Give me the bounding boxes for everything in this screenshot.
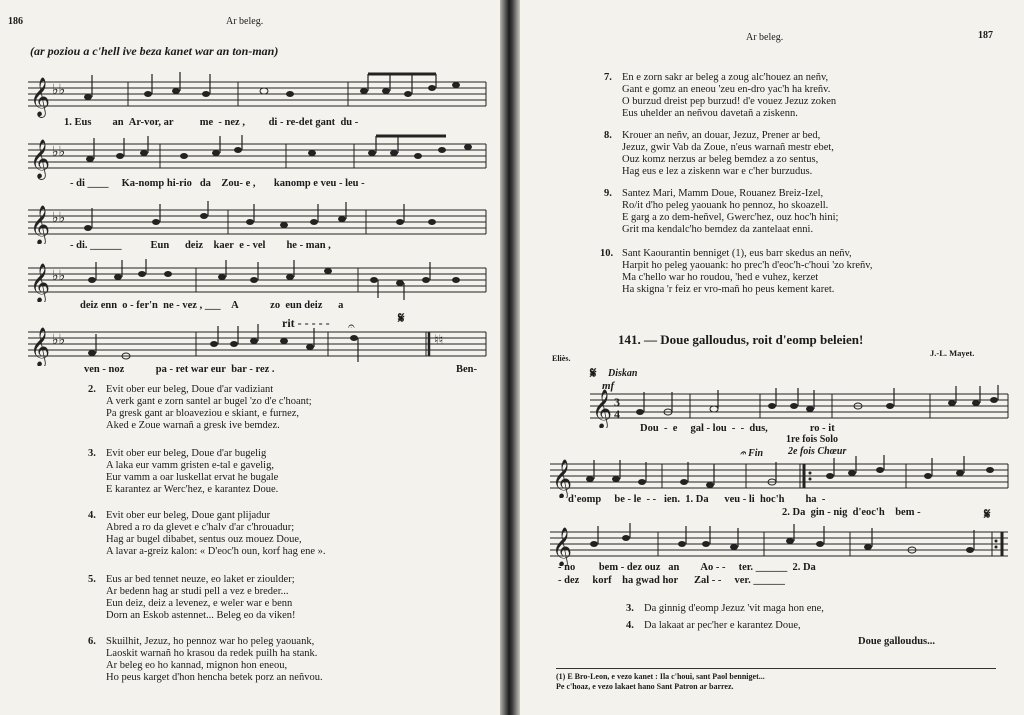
footnote: (1) E Bro-Leon, e vezo kanet : Ila c'houi, sant Paol benniget... Pe c'hoaz, e vezo lakaet hano Sant Patron ar barrez. [556, 672, 765, 691]
tempo-instruction: (ar poziou a c'hell ive beza kanet war an ton-man) [30, 44, 279, 58]
verse-9: Santez Mari, Mamm Doue, Rouanez Breiz-Izel, Ro/it d'ho peleg yaouank ho pennoz, ho skoazell. E garg a zo dem-heñvel, Gwerc'hez, ouz hoc'h hini; Grit ma kendalc'ho bemdez da zantelaat enni. [622, 188, 839, 235]
svg-text:3: 3 [614, 395, 620, 409]
svg-text:♭♭: ♭♭ [52, 211, 66, 226]
svg-text:♭♭: ♭♭ [52, 145, 66, 160]
verse-number: 8. [604, 130, 612, 141]
verse-3: Evit ober eur beleg, Doue d'ar bugelig A laka eur vamm gristen e-tal e gavelig, Eur vamm a oar luskellat ervat he bugale E karantez ar Werc'hez, e karantez Doue. [106, 448, 279, 495]
song-lyric-line-3b: - dez korf ha gwad hor Zal - - ver. ______ [558, 575, 785, 586]
verse-number: 4. [88, 510, 96, 521]
song-refrain-cue: Doue galloudus... [858, 636, 936, 647]
segno-sign: 𝄋 [398, 311, 405, 327]
running-head: Ar beleg. [746, 32, 784, 43]
song-verse-4: Da lakaat ar pec'her e karantez Doue, [644, 620, 801, 631]
verse-number: 2. [88, 384, 96, 395]
svg-text:𝄞: 𝄞 [592, 391, 613, 428]
verse-number: 3. [88, 448, 96, 459]
svg-text:𝄞: 𝄞 [30, 329, 51, 366]
lyric-continuation: Ben- [456, 364, 477, 375]
verse-7: En e zorn sakr ar beleg a zoug alc'houez an neñv, Gant e gomz an eneou 'zeu en-dro yac'h ha kreñv. O burzud dreist pep burzud! d'e vouez Jezuz zoken Eus uhelder an neñvou davetañ a ziskenn. [622, 72, 837, 119]
verse-number: 5. [88, 574, 96, 585]
choeur-marking: 2e fois Chœur [788, 446, 847, 457]
song-lyric-line-2b: 2. Da gin - nig d'eoc'h bem - [782, 507, 921, 518]
solo-marking: 1re fois Solo [786, 434, 839, 445]
fin-marking: 𝄐 Fin [740, 448, 764, 459]
segno-sign: 𝄋 [590, 366, 597, 382]
music-staff [550, 454, 1010, 498]
verse-number: 6. [88, 636, 96, 647]
verse-10: Sant Kaourantin benniget (1), eus barr skedus an neñv, Harpit ho peleg yaouank: ho prec'h d'eoc'h-c'houi 'zo kreñv, Ma c'hello war ho roudou, 'hed e vuhez, kerzet Ha skigna 'r feiz er vro-mañ ho peus kement karet. [622, 248, 873, 295]
verse-number: 7. [604, 72, 612, 83]
svg-text:𝄐: 𝄐 [348, 322, 355, 333]
song-lyric-line-3: - no bem - dez ouz an Ao - - ter. ______ 2. Da [558, 562, 816, 573]
svg-text:𝄞: 𝄞 [30, 141, 51, 178]
verse-2: Evit ober eur beleg, Doue d'ar vadiziant A verk gant e zorn santel ar bugel 'zo d'e c'hoant; Pa gresk gant ar bloaveziou e skiant, e furnez, Aked e Zoue warnañ a gresk ive bemdez. [106, 384, 312, 431]
dynamic-marking: mf [602, 380, 615, 392]
verse-8: Krouer an neñv, an douar, Jezuz, Prener ar bed, Jezuz, gwir Vab da Zoue, n'eus warnañ mestr ebet, Ouz komz nerzus ar beleg bemdez a zo sentus, Hag eus e lez a ziskenn war e c'her burzudus. [622, 130, 834, 177]
svg-text:♭♭: ♭♭ [52, 333, 66, 348]
right-page [520, 0, 1024, 715]
song-verse-3: Da ginnig d'eomp Jezuz 'vit maga hon ene, [644, 603, 824, 614]
segno-sign: 𝄋 [984, 507, 991, 523]
svg-text:𝄞: 𝄞 [552, 529, 573, 566]
left-page [0, 0, 500, 715]
svg-text:4: 4 [614, 407, 620, 421]
music-staff [590, 384, 1010, 428]
lyric-line-3: - di. ______ Eun deiz kaer e - vel he - man , [70, 240, 331, 251]
music-staff [550, 522, 1010, 566]
music-staff [28, 258, 488, 302]
diskan-marking: Diskan [608, 368, 638, 379]
running-head: Ar beleg. [226, 16, 264, 27]
music-staff [28, 70, 488, 120]
verse-number: 4. [626, 620, 634, 631]
book-gutter [500, 0, 520, 715]
svg-text:♮♮: ♮♮ [434, 332, 444, 347]
verse-number: 10. [600, 248, 614, 259]
verse-6: Skuilhit, Jezuz, ho pennoz war ho peleg yaouank, Laoskit warnañ ho krasou da redek puilh ha stank. Ar beleg eo ho kannad, mignon hon eneou, Ho peus karget d'hon hencha betek porz an neñvou. [106, 636, 323, 683]
song-lyric-line-2: d'eomp be - le - - ien. 1. Da veu - li hoc'h ha - [568, 494, 826, 505]
page-number: 187 [978, 30, 993, 41]
lyric-line-4: deiz enn o - fer'n ne - vez , ___ A zo eun deiz a [80, 300, 344, 311]
footnote-rule [556, 668, 996, 669]
ritardando-marking: rit - - - - - [282, 316, 330, 330]
music-staff [28, 200, 488, 244]
composer: Eliès. [552, 354, 571, 363]
lyric-line-5: ven - noz pa - ret war eur bar - rez . [84, 364, 275, 375]
song-lyric-line-1: Dou - e gal - lou - - dus, ro - it [640, 423, 835, 434]
music-staff [28, 134, 488, 180]
verse-number: 3. [626, 603, 634, 614]
lyric-line-1: 1. Eus an Ar-vor, ar me - nez , di - re-det gant du - [64, 117, 359, 128]
svg-text:𝄞: 𝄞 [30, 265, 51, 302]
svg-text:♭♭: ♭♭ [52, 269, 66, 284]
verse-5: Eus ar bed tennet neuze, eo laket er zioulder; Ar bedenn hag ar studi pell a vez e breder... Eun deiz, deiz a levenez, e weler war e benn Dorn an Eskob astennet... Beleg eo da viken! [106, 574, 296, 621]
verse-4: Evit ober eur beleg, Doue gant plijadur Abred a ro da glevet e c'halv d'ar c'hrouadur; Hag ar bugel dibabet, sentus ouz mouez Doue, A lavar a-greiz kalon: « D'eoc'h oun, korf hag ene ». [106, 510, 326, 557]
svg-text:♭♭: ♭♭ [52, 83, 66, 98]
author: J.-L. Mayet. [930, 348, 975, 358]
verse-number: 9. [604, 188, 612, 199]
svg-text:𝄞: 𝄞 [30, 79, 51, 116]
svg-text:𝄞: 𝄞 [30, 207, 51, 244]
song-title: 141. — Doue galloudus, roit d'eomp beleien! [618, 332, 864, 347]
page-number: 186 [8, 16, 23, 27]
music-staff [28, 322, 488, 366]
svg-text:𝄞: 𝄞 [552, 461, 573, 498]
lyric-line-2: - di ____ Ka-nomp hi-rio da Zou- e , kanomp e veu - leu - [70, 178, 365, 189]
